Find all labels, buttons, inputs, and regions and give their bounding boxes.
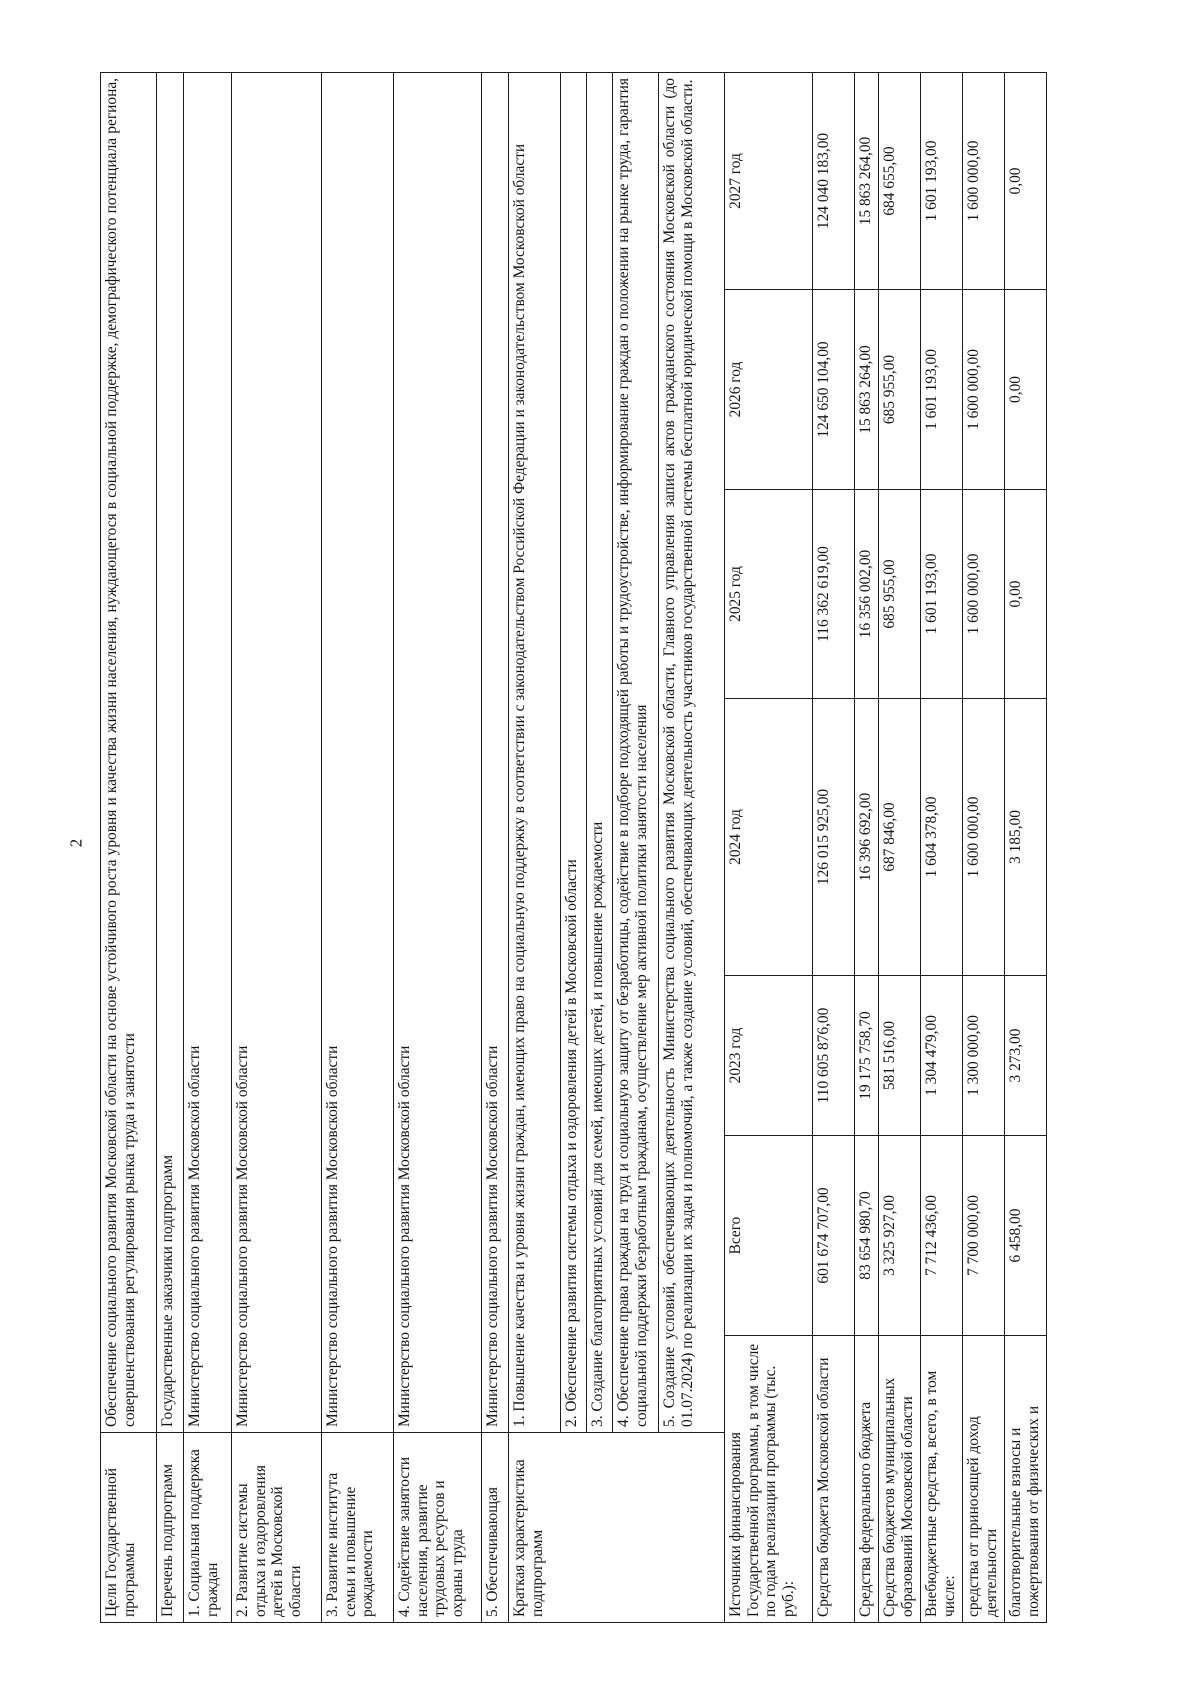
finance-row [963, 73, 1005, 1623]
subprogram-name: 3. Развитие института семьи и повышение рождаемости [322, 1433, 394, 1623]
characteristic-row [587, 73, 613, 1623]
finance-cell: 110 605 876,00 [813, 976, 855, 1136]
page-number: 2 [66, 838, 86, 848]
finance-cell: 16 396 692,00 [855, 699, 879, 976]
finance-cell: 124 650 104,00 [813, 290, 855, 490]
subprogram-customer: Министерство социального развития Московской области [394, 73, 482, 1433]
finance-row-label: средства от приносящей доход деятельности [963, 1336, 1005, 1623]
finance-cell: 0,00 [1005, 490, 1047, 699]
subprogram-row [184, 73, 232, 1623]
subprograms-list-label: Перечень подпрограмм [157, 1433, 184, 1623]
subprogram-customer: Министерство социального развития Московской области [184, 73, 232, 1433]
subprogram-row [394, 73, 482, 1623]
column-header: 2023 год [725, 976, 813, 1136]
characteristic-row [613, 73, 659, 1623]
finance-cell: 1 600 000,00 [963, 490, 1005, 699]
finance-cell: 684 655,00 [879, 73, 921, 290]
finance-cell: 19 175 758,70 [855, 976, 879, 1136]
subprograms-list-text: Государственные заказчики подпрограмм [157, 73, 184, 1433]
characteristics-label: Краткая характеристика подпрограмм [509, 1433, 725, 1623]
finance-cell: 116 362 619,00 [813, 490, 855, 699]
characteristic-item: 5. Создание условий, обеспечивающих деятельность Министерства социального развития Московской области, Главного управления записи актов гражданского состояния Московской области (до 01.07.2024) по реализации их задач и полномочий, а также создание условий, обеспечивающих деятельность участников государственной системы бесплатной юридической помощи в Московской области. [659, 73, 725, 1433]
finance-cell: 601 674 707,00 [813, 1136, 855, 1336]
finance-row [813, 73, 855, 1623]
finance-cell: 1 601 193,00 [921, 290, 963, 490]
finance-cell: 3 325 927,00 [879, 1136, 921, 1336]
finance-cell: 1 601 193,00 [921, 490, 963, 699]
finance-cell: 3 273,00 [1005, 976, 1047, 1136]
finance-cell: 687 846,00 [879, 699, 921, 976]
goals-text: Обеспечение социального развития Московской области на основе устойчивого роста уровня и качества жизни населения, нуждающегося в социальной поддержке, демографического потенциала региона, совершенствования регулирования рынка труда и занятости [101, 73, 157, 1433]
finance-cell: 7 700 000,00 [963, 1136, 1005, 1336]
subprogram-name: 1. Социальная поддержка граждан [184, 1433, 232, 1623]
finance-header-row [725, 73, 813, 1623]
finance-row-label: Средства бюджетов муниципальных образований Московской области [879, 1336, 921, 1623]
finance-cell: 15 863 264,00 [855, 290, 879, 490]
finance-cell: 685 955,00 [879, 290, 921, 490]
finance-cell: 1 604 378,00 [921, 699, 963, 976]
finance-cell: 6 458,00 [1005, 1136, 1047, 1336]
finance-cell: 1 600 000,00 [963, 699, 1005, 976]
subprogram-name: 4. Содействие занятости населения, развитие трудовых ресурсов и охраны труда [394, 1433, 482, 1623]
finance-cell: 16 356 002,00 [855, 490, 879, 699]
finance-cell: 0,00 [1005, 73, 1047, 290]
finance-cell: 0,00 [1005, 290, 1047, 490]
column-header: 2024 год [725, 699, 813, 976]
finance-cell: 15 863 264,00 [855, 73, 879, 290]
finance-cell: 83 654 980,70 [855, 1136, 879, 1336]
characteristic-row [561, 73, 587, 1623]
characteristic-item: 3. Создание благоприятных условий для семей, имеющих детей, и повышение рождаемости [587, 73, 613, 1433]
subprogram-row [232, 73, 322, 1623]
characteristic-item: 4. Обеспечение права граждан на труд и социальную защиту от безработицы, содействие в подборе подходящей работы и трудоустройстве, информирование граждан о положении на рынке труда, гарантия социальной поддержки безработным гражданам, осуществление мер активной политики занятости населения [613, 73, 659, 1433]
characteristic-item: 2. Обеспечение развития системы отдыха и оздоровления детей в Московской области [561, 73, 587, 1433]
finance-cell: 1 600 000,00 [963, 73, 1005, 290]
column-header: Всего [725, 1136, 813, 1336]
finance-row-label: Внебюджетные средства, всего, в том числе: [921, 1336, 963, 1623]
finance-row [1005, 73, 1047, 1623]
characteristic-item: 1. Повышение качества и уровня жизни граждан, имеющих право на социальную поддержку в соответствии с законодательством Российской Федерации и законодательством Московской области [509, 73, 561, 1433]
subprogram-row [482, 73, 509, 1623]
finance-cell: 581 516,00 [879, 976, 921, 1136]
finance-cell: 7 712 436,00 [921, 1136, 963, 1336]
finance-cell: 1 300 000,00 [963, 976, 1005, 1136]
subprogram-name: 5. Обеспечивающая [482, 1433, 509, 1623]
finance-row-label: Средства федерального бюджета [855, 1336, 879, 1623]
finance-cell: 124 040 183,00 [813, 73, 855, 290]
subprogram-row [322, 73, 394, 1623]
subprogram-name: 2. Развитие системы отдыха и оздоровления детей в Московской области [232, 1433, 322, 1623]
subprograms-list-row [157, 73, 184, 1623]
rotated-page [100, 73, 1100, 1623]
characteristic-row [509, 73, 561, 1623]
subprogram-customer: Министерство социального развития Московской области [232, 73, 322, 1433]
finance-cell: 685 955,00 [879, 490, 921, 699]
subprogram-customer: Министерство социального развития Московской области [482, 73, 509, 1433]
finance-cell: 126 015 925,00 [813, 699, 855, 976]
finance-label: Источники финансирования Государственной программы, в том числе по годам реализации программы (тыс. руб.): [725, 1336, 813, 1623]
finance-cell: 1 601 193,00 [921, 73, 963, 290]
finance-row [921, 73, 963, 1623]
finance-row-label: Средства бюджета Московской области [813, 1336, 855, 1623]
column-header: 2025 год [725, 490, 813, 699]
finance-row [855, 73, 879, 1623]
goals-label: Цели Государственной программы [101, 1433, 157, 1623]
finance-cell: 3 185,00 [1005, 699, 1047, 976]
finance-cell: 1 600 000,00 [963, 290, 1005, 490]
characteristic-row [659, 73, 725, 1623]
subprogram-customer: Министерство социального развития Московской области [322, 73, 394, 1433]
column-header: 2026 год [725, 290, 813, 490]
passport-table [100, 72, 1047, 1623]
goals-row [101, 73, 157, 1623]
finance-row [879, 73, 921, 1623]
finance-cell: 1 304 479,00 [921, 976, 963, 1136]
column-header: 2027 год [725, 73, 813, 290]
finance-row-label: благотворительные взносы и пожертвования от физических и [1005, 1336, 1047, 1623]
